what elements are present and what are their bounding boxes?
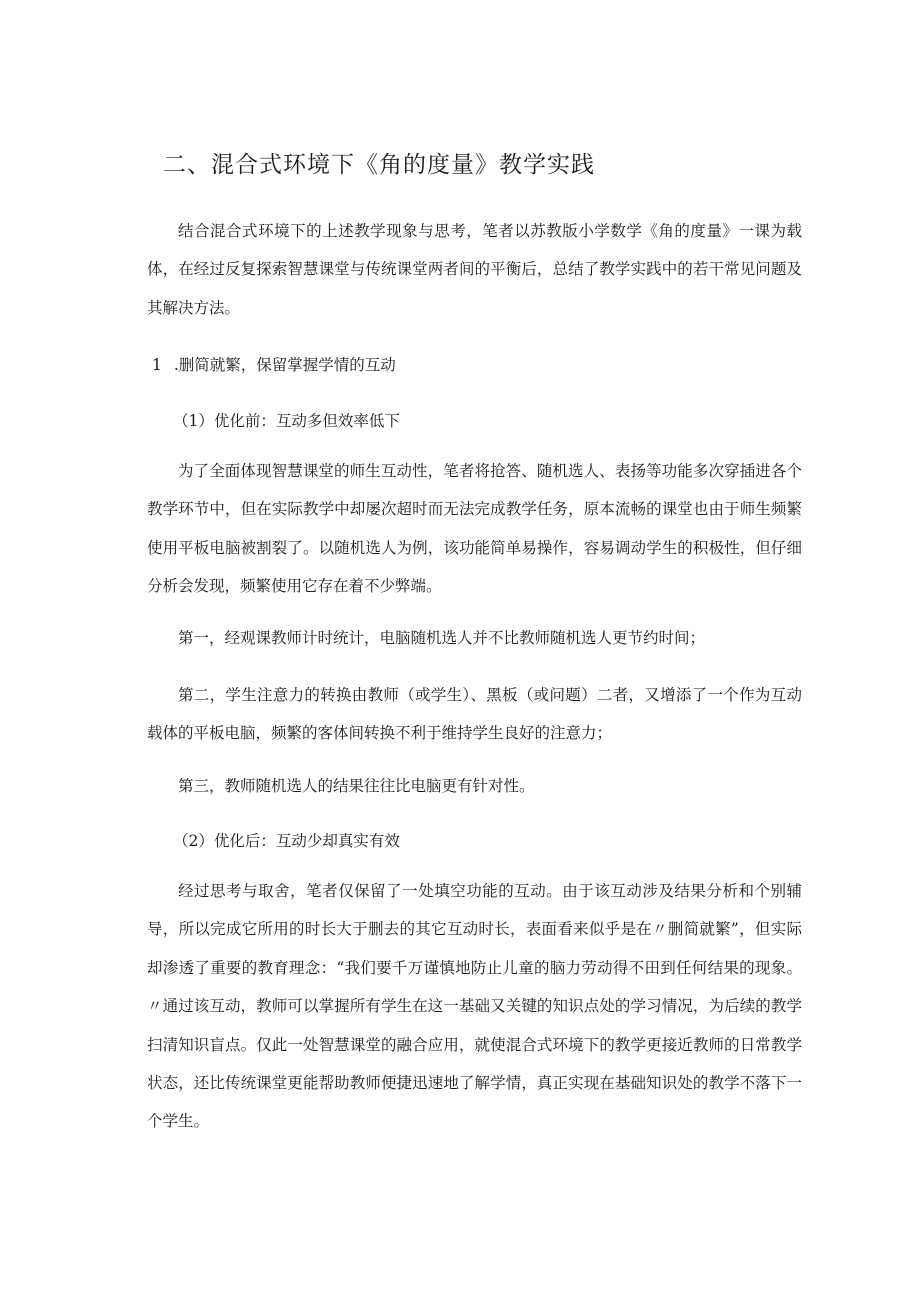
- point-first: 第一，经观课教师计时统计，电脑随机选人并不比教师随机选人更节约时间；: [178, 629, 706, 647]
- subsection-heading-1: [152, 350, 396, 380]
- section-title: 二、混合式环境下《角的度量》教学实践: [163, 152, 595, 178]
- paragraph-before-optimization: 为了全面体现智慧课堂的师生互动性，笔者将抢答、随机选人、表扬等功能多次穿插进各个教学环节中，但在实际教学中却屡次超时而无法完成教学任务，原本流畅的课堂也由于师生频繁使用平板电脑被割裂了。以随机选人为例，该功能简单易操作，容易调动学生的积极性，但仔细分析会发现，频繁使用它存在着不少弊端。: [147, 462, 802, 596]
- point-third: 第三，教师随机选人的结果往往比电脑更有针对性。: [178, 777, 535, 795]
- sub-subsection-heading-after: （2）优化后：互动少却真实有效: [173, 832, 400, 850]
- sub-subsection-heading-before: （1）优化前：互动多但效率低下: [173, 412, 400, 430]
- subsection-title: .删简就繁，保留掌握学情的互动: [173, 356, 396, 374]
- intro-paragraph: 结合混合式环境下的上述教学现象与思考，笔者以苏教版小学数学《角的度量》一课为载体，在经过反复探索智慧课堂与传统课堂两者间的平衡后，总结了教学实践中的若干常见问题及其解决方法。: [147, 222, 802, 317]
- subsection-number: 1: [152, 356, 162, 374]
- paragraph-after-optimization: 经过思考与取舍，笔者仅保留了一处填空功能的互动。由于该互动涉及结果分析和个别辅导，所以完成它所用的时长大于删去的其它互动时长，表面看来似乎是在〃删简就繁”，但实际却渗透了重要的教育理念：“我们要千万谨慎地防止儿童的脑力劳动得不田到任何结果的现象。〃通过该互动，教师可以掌握所有学生在这一基础又关键的知识点处的学习情况，为后续的教学扫清知识盲点。仅此一处智慧课堂的融合应用，就使混合式环境下的教学更接近教师的日常教学状态，还比传统课堂更能帮助教师便捷迅速地了解学情，真正实现在基础知识处的教学不落下一个学生。: [147, 882, 802, 1131]
- point-second: 第二，学生注意力的转换由教师（或学生）、黑板（或问题）二者，又增添了一个作为互动载体的平板电脑，频繁的客体间转换不利于维持学生良好的注意力；: [147, 686, 802, 743]
